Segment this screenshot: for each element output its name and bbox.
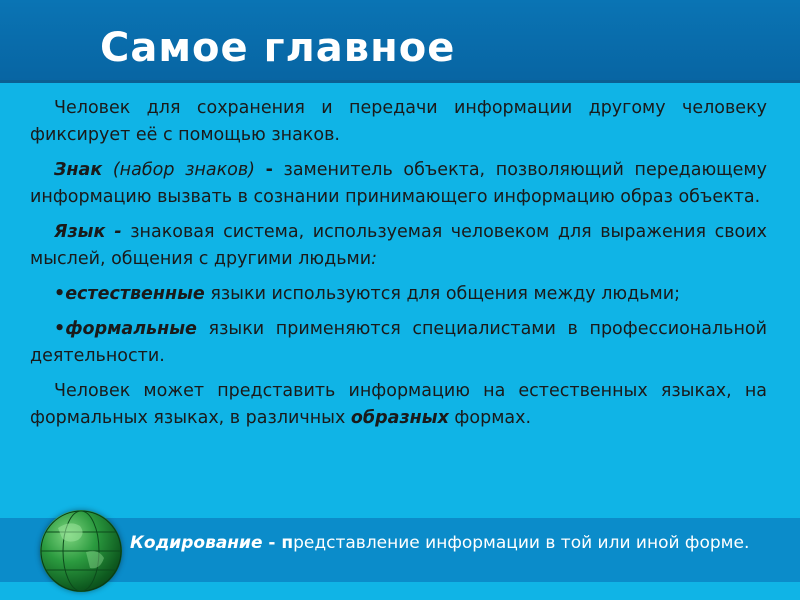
formal-term: формальные [65,319,197,339]
bullet-mark: • [54,284,66,304]
sign-note: (набор знаков) [102,160,266,180]
bullet-mark: • [54,319,66,339]
intro-text: Человек для сохранения и передачи информации другому человеку фиксирует её с помощью знаков. [30,98,767,145]
bullet-formal [30,316,767,370]
coding-dash: - п [262,533,294,553]
slide-title: Самое главное [100,25,456,71]
slide-content [30,95,767,440]
formal-definition: языки применяются специалистами в профессиональной деятельности. [30,319,767,366]
globe-icon [40,510,122,592]
language-colon: : [371,249,378,269]
paragraph-sign [30,157,767,211]
bullet-natural [30,281,767,308]
coding-term: Кодирование [130,533,263,553]
summary-text: Человек может представить информацию на естественных языках, на формальных языках, в различных [30,381,767,428]
coding-definition: редставление информации в той или иной форме. [293,533,750,553]
sign-dash: - [265,160,273,180]
language-definition: знаковая система, используемая человеком для выражения своих мыслей, общения с другими людьми [30,222,767,269]
sign-term: Знак [54,160,103,180]
paragraph-intro [30,95,767,149]
natural-definition: языки используются для общения между людьми; [204,284,681,304]
language-term: Язык - [54,222,122,242]
header-bar [0,0,800,80]
summary-term: образных [350,408,449,428]
paragraph-language [30,219,767,273]
natural-term: естественные [65,284,205,304]
sign-definition: заменитель объекта, позволяющий передающему информацию вызвать в сознании принимающего информацию образ объекта. [30,160,767,207]
globe-icon-graphic [40,510,122,592]
header-divider [0,80,800,83]
footer-definition [130,530,792,556]
summary-end: формах. [448,408,532,428]
paragraph-summary [30,378,767,432]
